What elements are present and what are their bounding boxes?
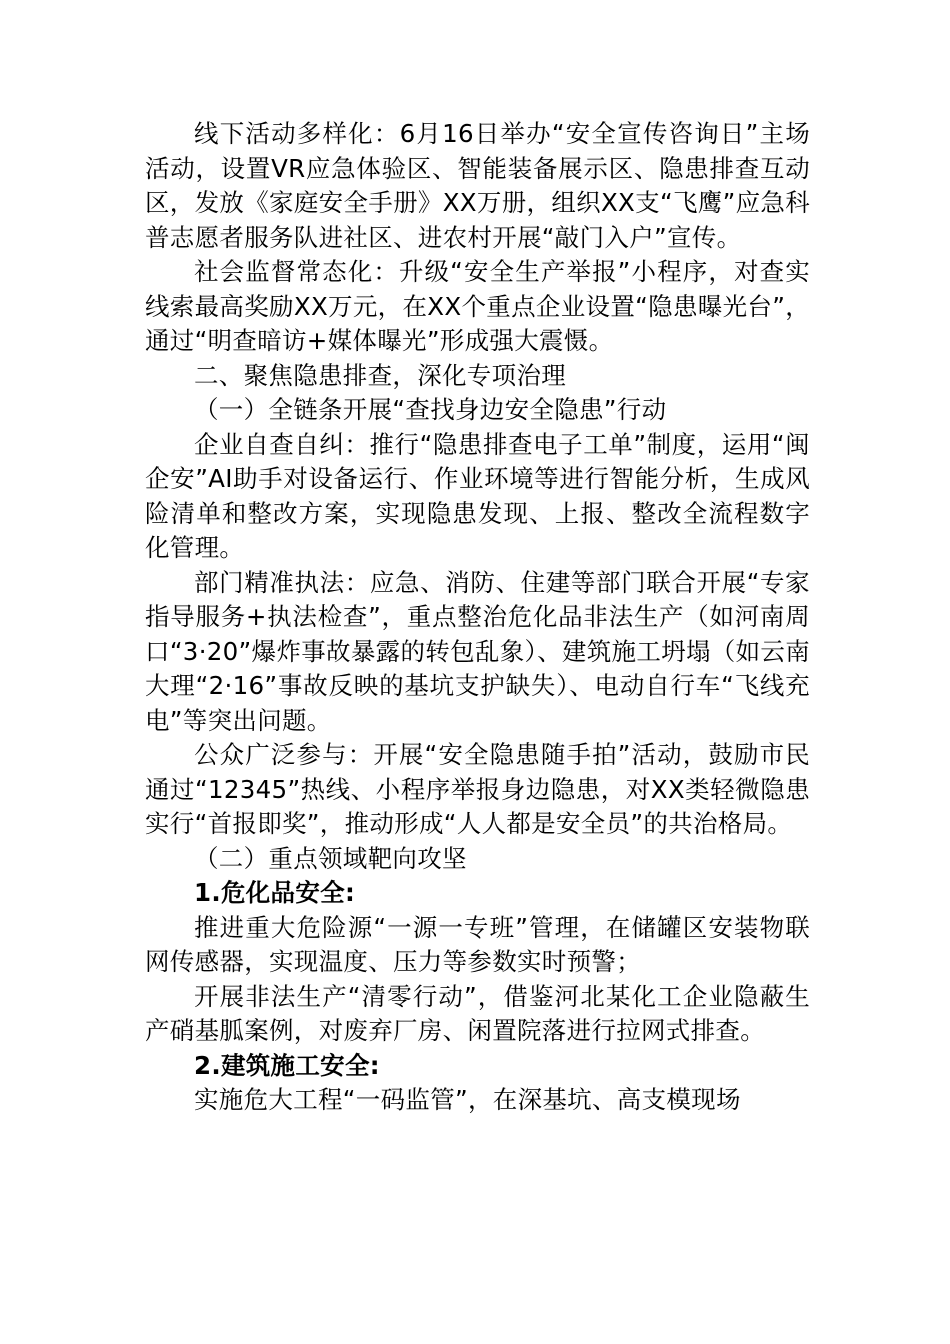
subsection-heading-2: （二）重点领域靶向攻坚 — [194, 843, 467, 873]
subsection-heading-1: （一）全链条开展“查找身边安全隐患”行动 — [194, 395, 667, 424]
heading-hazardous-chemicals: 1.危化品安全: — [194, 878, 356, 907]
heading-construction-safety: 2.建筑施工安全: — [194, 1050, 380, 1080]
paragraph-department-enforcement: 部门精准执法：应急、消防、住建等部门联合开展“专家指导服务+执法检查”，重点整治危化品非法生产（如河南周口“3·20”爆炸事故暴露的转包乱象）、建筑施工坍塌（如云南大理“2·16”事故反映的基坑支护缺失）、电动自行车“飞线充电”等突出问题。 — [145, 567, 810, 735]
section-heading-2: 二、聚焦隐患排查，深化专项治理 — [194, 360, 566, 390]
paragraph-major-hazard-source: 推进重大危险源“一源一专班”管理，在储罐区安装物联网传感器，实现温度、压力等参数实时预警； — [145, 912, 810, 976]
paragraph-illegal-production: 开展非法生产“清零行动”，借鉴河北某化工企业隐蔽生产硝基胍案例，对废弃厂房、闲置院落进行拉网式排查。 — [145, 981, 810, 1045]
paragraph-construction-monitoring: 实施危大工程“一码监管”，在深基坑、高支模现场 — [194, 1085, 741, 1114]
paragraph-social-supervision: 社会监督常态化：升级“安全生产举报”小程序，对查实线索最高奖励XX万元，在XX个重点企业设置“隐患曝光台”，通过“明查暗访+媒体曝光”形成强大震慑。 — [145, 257, 810, 355]
paragraph-public-participation: 公众广泛参与：开展“安全隐患随手拍”活动，鼓励市民通过“12345”热线、小程序举报身边隐患，对XX类轻微隐患实行“首报即奖”，推动形成“人人都是安全员”的共治格局。 — [145, 740, 810, 838]
document-page — [145, 117, 810, 1118]
paragraph-offline-activities: 线下活动多样化：6月16日举办“安全宣传咨询日”主场活动，设置VR应急体验区、智能装备展示区、隐患排查互动区，发放《家庭安全手册》XX万册，组织XX支“飞鹰”应急科普志愿者服务队进社区、进农村开展“敲门入户”宣传。 — [145, 119, 810, 252]
paragraph-enterprise-self-check: 企业自查自纠：推行“隐患排查电子工单”制度，运用“闽企安”AI助手对设备运行、作业环境等进行智能分析，生成风险清单和整改方案，实现隐患发现、上报、整改全流程数字化管理。 — [145, 429, 810, 562]
